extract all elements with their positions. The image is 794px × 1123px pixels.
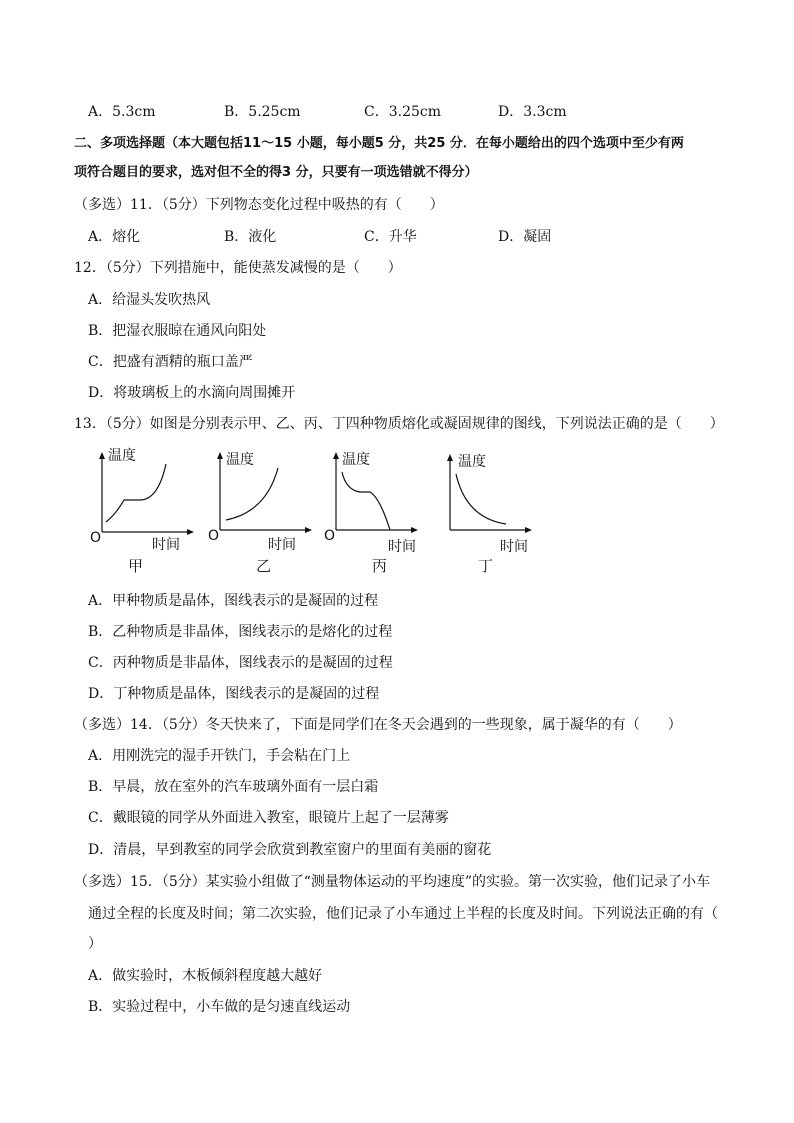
q14-option-d: D．清晨，早到教室的同学会欣赏到教室窗户的里面有美丽的窗花 — [88, 842, 492, 858]
graph-yi-caption: 乙 — [256, 557, 272, 575]
q15-stem-line1: （多选）15．（5分）某实验小组做了“测量物体运动的平均速度”的实验。第一次实验，他们记录了小车 — [74, 874, 711, 890]
q14-stem: （多选）14．（5分）冬天快来了，下面是同学们在冬天会遇到的一些现象，属于凝华的有（ ） — [74, 717, 682, 733]
graph-jia-y-label: 温度 — [108, 448, 136, 464]
q10-option-b: B．5.25cm — [224, 104, 301, 120]
graph-jia-caption: 甲 — [128, 557, 144, 575]
q10-option-a: A．5.3cm — [88, 104, 156, 120]
q13-option-a: A．甲种物质是晶体，图线表示的是凝固的过程 — [88, 593, 379, 609]
graph-bing-origin: O — [324, 528, 336, 544]
q13-option-c: C．丙种物质是非晶体，图线表示的是凝固的过程 — [88, 655, 393, 671]
graph-yi-y-label: 温度 — [226, 452, 254, 468]
q14-option-a: A．用刚洗完的湿手开铁门，手会粘在门上 — [88, 748, 351, 764]
q12-option-c: C．把盛有酒精的瓶口盖严 — [88, 354, 253, 370]
graph-jia-x-label: 时间 — [152, 537, 180, 553]
q15-option-a: A．做实验时，木板倾斜程度越大越好 — [88, 968, 323, 984]
q10-option-d: D．3.3cm — [498, 104, 567, 120]
graph-ding — [440, 452, 550, 542]
q15-stem-line2: 通过全程的长度及时间；第二次实验，他们记录了小车通过上半程的长度及时间。下列说法正确的有（ — [88, 906, 718, 922]
q14-option-b: B．早晨，放在室外的汽车玻璃外面有一层白霜 — [88, 779, 379, 795]
graph-jia — [90, 450, 200, 540]
section-heading-line2: 项符合题目的要求，选对但不全的得3 分，只要有一项选错就不得分） — [74, 165, 478, 180]
q13-option-b: B．乙种物质是非晶体，图线表示的是熔化的过程 — [88, 624, 393, 640]
graph-ding-x-label: 时间 — [500, 539, 528, 555]
graph-yi-x-label: 时间 — [268, 537, 296, 553]
q12-option-d: D．将玻璃板上的水滴向周围摊开 — [88, 385, 296, 401]
graph-bing-y-label: 温度 — [342, 452, 370, 468]
q12-option-a: A．给湿头发吹热风 — [88, 292, 211, 308]
graph-bing-x-label: 时间 — [388, 539, 416, 555]
q11-option-a: A．熔化 — [88, 229, 141, 245]
graph-ding-y-label: 温度 — [458, 454, 486, 470]
q11-option-d: D．凝固 — [498, 229, 552, 245]
q14-option-c: C．戴眼镜的同学从外面进入教室，眼镜片上起了一层薄雾 — [88, 810, 449, 826]
q11-option-c: C．升华 — [364, 229, 417, 245]
q11-stem: （多选）11．（5分）下列物态变化过程中吸热的有（ ） — [74, 197, 444, 213]
q13-option-d: D．丁种物质是晶体，图线表示的是凝固的过程 — [88, 686, 380, 702]
q11-option-b: B．液化 — [224, 229, 277, 245]
graph-ding-caption: 丁 — [478, 557, 494, 575]
q10-option-c: C．3.25cm — [364, 104, 441, 120]
graph-bing-caption: 丙 — [372, 557, 388, 575]
q15-stem-line3: ） — [88, 936, 102, 952]
q15-option-b: B．实验过程中，小车做的是匀速直线运动 — [88, 999, 351, 1015]
q12-stem: 12．（5分）下列措施中，能使蒸发减慢的是（ ） — [74, 260, 402, 276]
graph-yi-origin: O — [208, 528, 220, 544]
section-heading-line1: 二、多项选择题（本大题包括11～15 小题，每小题5 分，共25 分．在每小题给出的四个选项中至少有两 — [74, 136, 684, 151]
graph-jia-origin: O — [90, 530, 102, 546]
q12-option-b: B．把湿衣服晾在通风向阳处 — [88, 323, 267, 339]
q13-stem: 13．（5分）如图是分别表示甲、乙、丙、丁四种物质熔化或凝固规律的图线，下列说法正确的是（ ） — [74, 416, 724, 432]
